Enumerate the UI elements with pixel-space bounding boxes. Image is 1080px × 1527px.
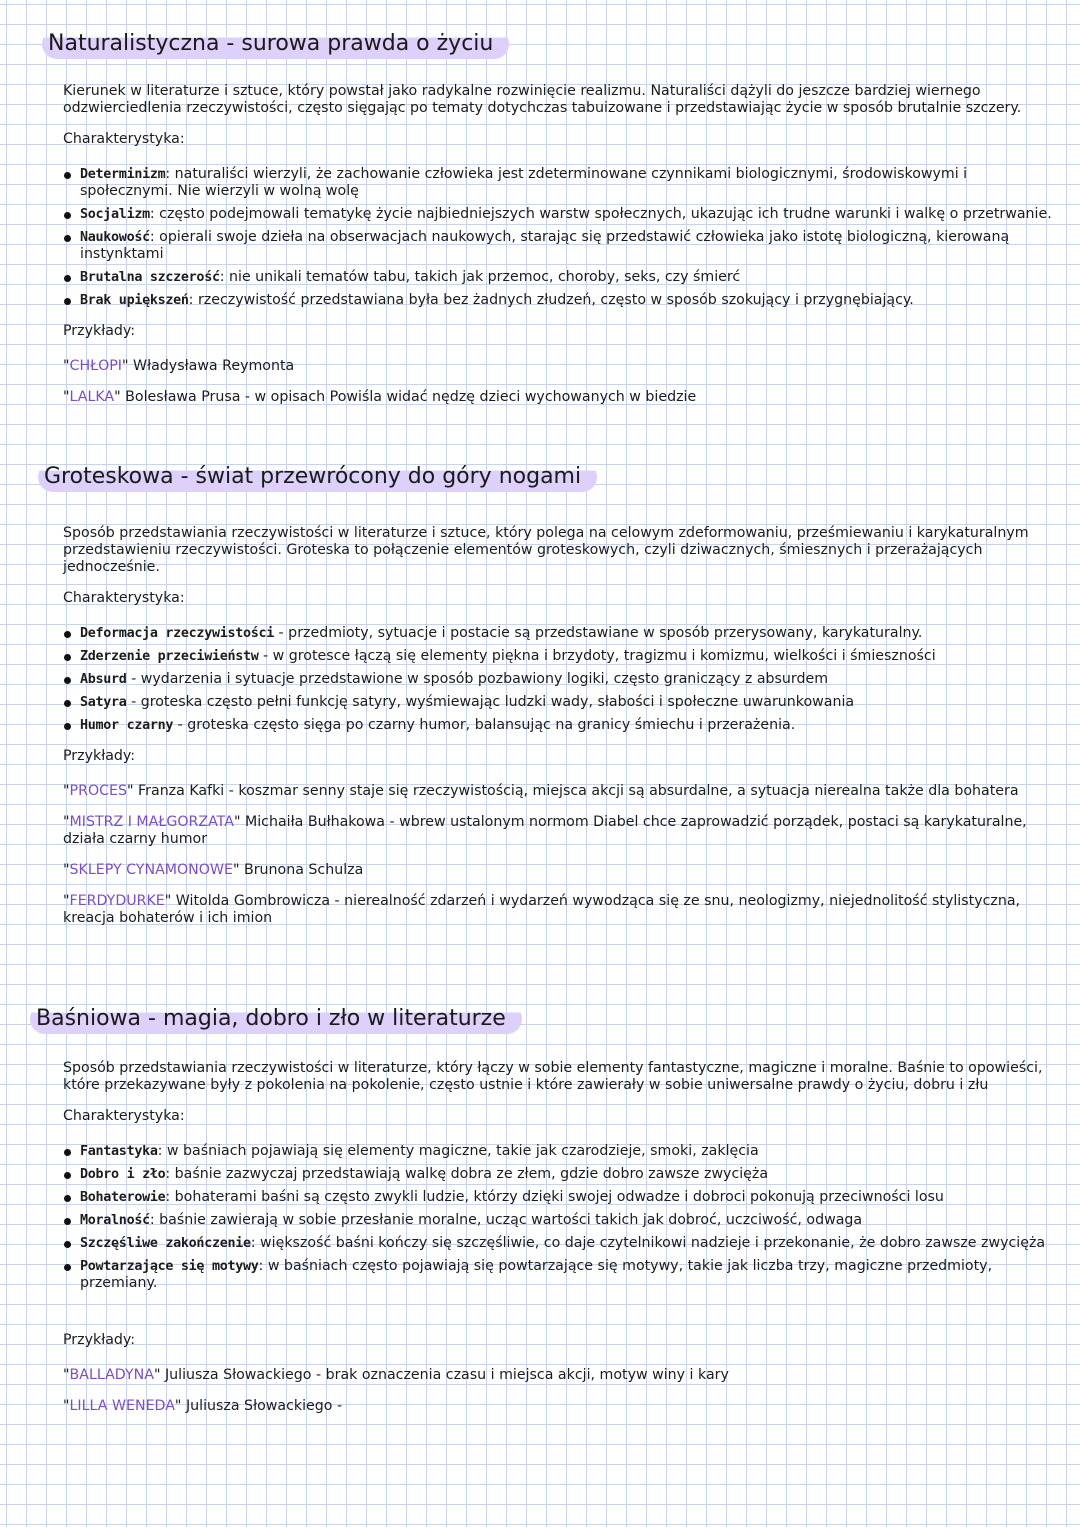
- example-title: PROCES: [69, 783, 127, 799]
- quote-close: ": [114, 389, 121, 405]
- example-item: [63, 814, 1053, 848]
- example-description: Juliusza Słowackiego - brak oznaczenia czasu i miejsca akcji, motyw winy i kary: [160, 1367, 729, 1383]
- term: Powtarzające się motywy: [80, 1259, 259, 1274]
- term: Szczęśliwe zakończenie: [80, 1236, 251, 1251]
- term-description: : rzeczywistość przedstawiana była bez żadnych złudzeń, często w sposób szokujący i przygnębiający.: [188, 292, 914, 308]
- term: Dobro i zło: [80, 1167, 166, 1182]
- list-item: [63, 1189, 1053, 1206]
- list-item: [63, 229, 1053, 263]
- quote-open: ": [63, 862, 70, 878]
- term: Bohaterowie: [80, 1190, 166, 1205]
- section-body: [63, 1060, 1053, 1429]
- list-item: [63, 625, 1053, 642]
- term-description: : bohaterami baśni są często zwykli ludzie, którzy dzięki swojej odwadze i dobroci pokonują przeciwności losu: [165, 1189, 944, 1205]
- term-description: - groteska często sięga po czarny humor, balansując na granicy śmiechu i przerażenia.: [173, 717, 796, 733]
- list-item: [63, 269, 1053, 286]
- example-title: CHŁOPI: [69, 358, 122, 374]
- characteristics-list: [63, 625, 1053, 734]
- term-description: - wydarzenia i sytuacje przedstawione w sposób pozbawiony logiki, często graniczący z absurdem: [126, 671, 829, 687]
- quote-open: ": [63, 358, 70, 374]
- characteristics-label: Charakterystyka:: [63, 1108, 185, 1124]
- quote-close: ": [174, 1398, 182, 1414]
- term: Absurd: [80, 672, 127, 687]
- term-description: : często podejmowali tematykę życie najbiedniejszych warstw społecznych, ukazując ich trudne warunki i walkę o przetrwanie.: [149, 206, 1052, 222]
- list-item: [63, 166, 1053, 200]
- list-item: [63, 694, 1053, 711]
- term: Fantastyka: [80, 1144, 158, 1159]
- example-title: LALKA: [69, 389, 115, 405]
- term: Determinizm: [80, 167, 166, 182]
- example-description: Witolda Gombrowicza - nierealność zdarzeń i wydarzeń wywodząca się ze snu, neologizmy, niejednolitość stylistyczna, kreacja bohaterów i ich imion: [63, 893, 1021, 926]
- section-heading: Baśniowa - magia, dobro i zło w literaturze: [30, 1004, 522, 1034]
- term: Brutalna szczerość: [80, 270, 220, 285]
- list-item: [63, 1235, 1053, 1252]
- term: Humor czarny: [80, 718, 174, 733]
- quote-close: ": [232, 862, 240, 878]
- characteristics-list: [63, 166, 1053, 309]
- quote-close: ": [127, 783, 134, 799]
- examples-label: Przykłady:: [63, 748, 136, 764]
- section-heading: Groteskowa - świat przewrócony do góry nogami: [38, 462, 597, 492]
- example-title: FERDYDURKE: [69, 893, 165, 909]
- term: Deformacja rzeczywistości: [80, 626, 275, 641]
- quote-open: ": [63, 1367, 70, 1383]
- quote-open: ": [63, 783, 70, 799]
- example-title: SKLEPY CYNAMONOWE: [69, 862, 233, 878]
- intro-paragraph: Sposób przedstawiania rzeczywistości w literaturze i sztuce, który polega na celowym zdeformowaniu, prześmiewaniu i karykaturalnym przedstawieniu rzeczywistości. Groteska to połączenie elementów groteskowych, czyli dziwacznych, śmiesznych i przerażających jednocześnie.: [63, 525, 1029, 575]
- quote-close: ": [153, 1367, 161, 1383]
- example-item: [63, 1398, 1053, 1415]
- example-title: MISTRZ I MAŁGORZATA: [69, 814, 234, 830]
- quote-open: ": [63, 389, 70, 405]
- term: Moralność: [80, 1213, 150, 1228]
- term-description: : w baśniach często pojawiają się powtarzające się motywy, takie jak liczba trzy, magiczne przedmioty, przemiany.: [80, 1258, 993, 1291]
- term-description: : baśnie zazwyczaj przedstawiają walkę dobra ze złem, gdzie dobro zawsze zwycięża: [165, 1166, 769, 1182]
- list-item: [63, 206, 1053, 223]
- quote-open: ": [63, 893, 70, 909]
- example-item: [63, 1367, 1053, 1384]
- term-description: - przedmioty, sytuacje i postacie są przedstawiane w sposób przerysowany, karykaturalny.: [274, 625, 923, 641]
- term-description: : naturaliści wierzyli, że zachowanie człowieka jest zdeterminowane czynnikami biologicznymi, środowiskowymi i społecznymi. Nie wierzyli w wolną wolę: [80, 166, 968, 199]
- term-description: - w grotesce łączą się elementy piękna i brzydoty, tragizmu i komizmu, wielkości i śmieszności: [258, 648, 936, 664]
- section-body: [63, 83, 1053, 420]
- quote-close: ": [122, 358, 129, 374]
- intro-paragraph: Kierunek w literaturze i sztuce, który powstał jako radykalne rozwinięcie realizmu. Naturaliści dążyli do jeszcze bardziej wiernego odzwierciedlenia rzeczywistości, często sięgając po tematy dotychczas tabuizowane i przedstawiając życie w sposób brutalnie szczery.: [63, 83, 1022, 116]
- example-title: BALLADYNA: [69, 1367, 154, 1383]
- characteristics-label: Charakterystyka:: [63, 590, 185, 606]
- characteristics-label: Charakterystyka:: [63, 131, 185, 147]
- list-item: [63, 1166, 1053, 1183]
- list-item: [63, 292, 1053, 309]
- example-description: Brunona Schulza: [239, 862, 364, 878]
- example-description: Franza Kafki - koszmar senny staje się rzeczywistością, miejsca akcji są absurdalne, a sytuacja nierealna także dla bohatera: [133, 783, 1019, 799]
- list-item: [63, 717, 1053, 734]
- intro-paragraph: Sposób przedstawiania rzeczywistości w literaturze, który łączy w sobie elementy fantastyczne, magiczne i moralne. Baśnie to opowieści, które przekazywane były z pokolenia na pokolenie, często ustnie i które zawierały w sobie uniwersalne prawdy o życiu, dobru i złu: [63, 1060, 1043, 1093]
- term-description: : większość baśni kończy się szczęśliwie, co daje czytelnikowi nadzieje i przekonanie, że dobro zawsze zwycięża: [250, 1235, 1046, 1251]
- example-item: [63, 862, 1053, 879]
- term: Satyra: [80, 695, 127, 710]
- quote-close: ": [233, 814, 241, 830]
- quote-open: ": [63, 814, 70, 830]
- section-body: [63, 525, 1053, 941]
- example-item: [63, 783, 1053, 800]
- examples-label: Przykłady:: [63, 323, 136, 339]
- example-description: Bolesława Prusa - w opisach Powiśla widać nędzę dzieci wychowanych w biedzie: [120, 389, 697, 405]
- list-item: [63, 1212, 1053, 1229]
- term-description: : nie unikali tematów tabu, takich jak przemoc, choroby, seks, czy śmierć: [219, 269, 741, 285]
- term-description: : w baśniach pojawiają się elementy magiczne, takie jak czarodzieje, smoki, zaklęcia: [157, 1143, 759, 1159]
- list-item: [63, 1258, 1053, 1292]
- example-item: [63, 358, 1053, 375]
- quote-open: ": [63, 1398, 70, 1414]
- term-description: - groteska często pełni funkcję satyry, wyśmiewając ludzki wady, słabości i społeczne uwarunkowania: [126, 694, 855, 710]
- example-item: [63, 893, 1053, 927]
- list-item: [63, 671, 1053, 688]
- example-item: [63, 389, 1053, 406]
- term-description: : opierali swoje dzieła na obserwacjach naukowych, starając się przedstawić człowieka jako istotę biologiczną, kierowaną instynktami: [80, 229, 1010, 262]
- quote-close: ": [164, 893, 172, 909]
- example-description: Władysława Reymonta: [128, 358, 295, 374]
- term: Zderzenie przeciwieństw: [80, 649, 259, 664]
- term: Brak upiększeń: [80, 293, 189, 308]
- term-description: : baśnie zawierają w sobie przesłanie moralne, ucząc wartości takich jak dobroć, uczciwość, odwaga: [149, 1212, 863, 1228]
- list-item: [63, 1143, 1053, 1160]
- list-item: [63, 648, 1053, 665]
- section-heading: Naturalistyczna - surowa prawda o życiu: [42, 29, 509, 59]
- example-title: LILLA WENEDA: [69, 1398, 175, 1414]
- example-description: Michaiła Bułhakowa - wbrew ustalonym normom Diabel chce zaprowadzić porządek, postaci są karykaturalne, działa czarny humor: [63, 814, 1027, 847]
- term: Socjalizm: [80, 207, 150, 222]
- example-description: Juliusza Słowackiego -: [181, 1398, 343, 1414]
- characteristics-list: [63, 1143, 1053, 1292]
- examples-label: Przykłady:: [63, 1332, 136, 1348]
- term: Naukowość: [80, 230, 150, 245]
